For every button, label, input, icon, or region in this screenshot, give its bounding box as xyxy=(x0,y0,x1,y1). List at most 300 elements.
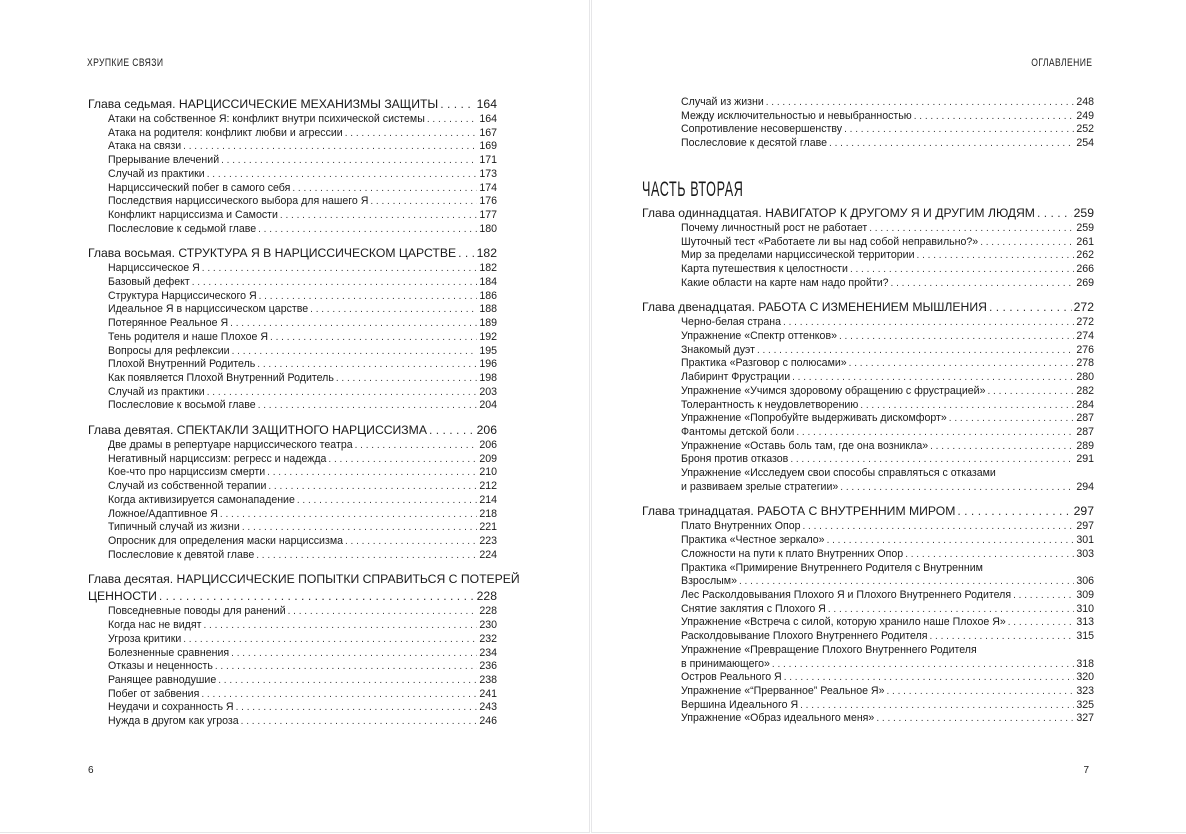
dot-leader xyxy=(268,480,477,494)
toc-item[interactable] xyxy=(88,399,497,413)
page-ref: 282 xyxy=(1076,384,1094,397)
page-ref: 309 xyxy=(1076,588,1094,601)
chapter-heading-title: Глава девятая. СПЕКТАКЛИ ЗАЩИТНОГО НАРЦИССИЗМА xyxy=(88,423,427,438)
toc-item[interactable] xyxy=(88,688,497,702)
dot-leader xyxy=(292,182,477,196)
toc-item[interactable] xyxy=(661,603,1094,617)
toc-item[interactable] xyxy=(661,616,1094,630)
page-ref: 249 xyxy=(1076,109,1094,122)
toc-item-row xyxy=(108,182,497,196)
dot-leader xyxy=(231,647,477,661)
dot-leader xyxy=(270,331,477,345)
toc-item[interactable] xyxy=(88,715,497,729)
page-ref: 198 xyxy=(479,371,497,384)
toc-item[interactable] xyxy=(661,357,1094,371)
toc-item-row xyxy=(108,439,497,453)
dot-leader xyxy=(256,549,477,563)
toc-item[interactable] xyxy=(661,371,1094,385)
toc-item[interactable] xyxy=(661,110,1094,124)
dot-leader xyxy=(207,386,478,400)
dot-leader xyxy=(840,481,1074,495)
toc-item-title: Снятие заклятия с Плохого Я xyxy=(681,602,826,615)
toc-item[interactable] xyxy=(88,154,497,168)
dot-leader xyxy=(772,658,1074,672)
page-ref: 291 xyxy=(1076,453,1094,466)
page-ref: 318 xyxy=(1076,657,1094,670)
toc-item[interactable] xyxy=(661,385,1094,399)
toc-item[interactable] xyxy=(88,195,497,209)
toc-item[interactable] xyxy=(661,520,1094,534)
toc-item-row xyxy=(108,660,497,674)
dot-leader xyxy=(980,236,1074,250)
toc-item[interactable] xyxy=(88,290,497,304)
toc-item-title: Нарциссический побег в самого себя xyxy=(108,181,291,194)
chapter-heading-title: Глава десятая. НАРЦИССИЧЕСКИЕ ПОПЫТКИ СПРАВИТЬСЯ С ПОТЕРЕЙ xyxy=(88,572,520,587)
toc-item-title: Отказы и неценность xyxy=(108,660,213,673)
toc-item-row xyxy=(681,426,1094,440)
toc-item[interactable] xyxy=(88,439,497,453)
chapter-heading[interactable] xyxy=(642,503,1094,520)
toc-item[interactable] xyxy=(661,699,1094,713)
toc-item-row xyxy=(108,345,497,359)
toc-item[interactable] xyxy=(661,467,1094,494)
toc-item[interactable] xyxy=(661,96,1094,110)
toc-item-row xyxy=(681,658,1094,672)
toc-item[interactable] xyxy=(661,548,1094,562)
toc-item[interactable] xyxy=(88,453,497,467)
toc-item-row xyxy=(108,521,497,535)
chapter-heading-title: Глава восьмая. СТРУКТУРА Я В НАРЦИССИЧЕСКОМ ЦАРСТВЕ xyxy=(88,246,457,261)
page-ref: 243 xyxy=(479,701,497,714)
table-of-contents xyxy=(88,96,520,729)
toc-item-row xyxy=(108,633,497,647)
toc-item[interactable] xyxy=(88,480,497,494)
toc-item-row xyxy=(681,699,1094,713)
toc-item-title: Практика «Разговор с полюсами» xyxy=(681,357,847,370)
toc-item-row xyxy=(681,440,1094,454)
toc-item-row xyxy=(681,603,1094,617)
toc-item-row xyxy=(681,548,1094,562)
page-ref: 301 xyxy=(1076,534,1094,547)
page-ref: 272 xyxy=(1073,300,1094,315)
toc-item[interactable] xyxy=(661,277,1094,291)
toc-item[interactable] xyxy=(661,426,1094,440)
toc-item[interactable] xyxy=(88,633,497,647)
toc-item-title: Лес Расколдовывания Плохого Я и Плохого Внутреннего Родителя xyxy=(681,588,1012,601)
toc-item-title: Упражнение «Встреча с силой, которую хранило наше Плохое Я» xyxy=(681,616,1006,629)
toc-item-row xyxy=(108,399,497,413)
dot-leader xyxy=(183,633,477,647)
page-ref: 320 xyxy=(1076,671,1094,684)
dot-leader xyxy=(987,385,1074,399)
dot-leader xyxy=(914,110,1075,124)
chapter-heading-title: Глава седьмая. НАРЦИССИЧЕСКИЕ МЕХАНИЗМЫ ЗАЩИТЫ xyxy=(88,97,439,111)
toc-item-title: Плато Внутренних Опор xyxy=(681,520,801,533)
toc-item-row xyxy=(681,385,1094,399)
page-ref: 287 xyxy=(1076,425,1094,438)
chapter-heading[interactable] xyxy=(88,571,520,605)
toc-item[interactable] xyxy=(661,330,1094,344)
chapter-heading[interactable] xyxy=(88,422,497,439)
toc-item[interactable] xyxy=(88,303,497,317)
toc-item-title: Случай из собственной терапии xyxy=(108,480,267,493)
chapter-heading-row xyxy=(88,96,497,113)
dot-leader xyxy=(989,299,1072,316)
toc-item[interactable] xyxy=(661,589,1094,603)
page-ref: 171 xyxy=(479,154,497,167)
page-ref: 218 xyxy=(479,507,497,520)
page-ref: 189 xyxy=(479,317,497,330)
toc-item-row xyxy=(681,575,1094,589)
chapter-heading-row xyxy=(642,205,1094,222)
toc-item-row xyxy=(108,535,497,549)
toc-item[interactable] xyxy=(88,619,497,633)
toc-item[interactable] xyxy=(661,137,1094,151)
dot-leader xyxy=(427,113,477,127)
page-ref: 230 xyxy=(479,619,497,632)
toc-item[interactable] xyxy=(88,223,497,237)
toc-item[interactable] xyxy=(661,412,1094,426)
toc-item-row xyxy=(681,481,1094,495)
toc-item-title: Знакомый дуэт xyxy=(681,343,755,356)
dot-leader xyxy=(236,701,478,715)
toc-item-row xyxy=(108,209,497,223)
page-ref: 203 xyxy=(479,385,497,398)
page-ref: 289 xyxy=(1076,439,1094,452)
toc-item[interactable] xyxy=(88,262,497,276)
toc-item-row xyxy=(681,316,1094,330)
toc-item-title: Какие области на карте нам надо пройти? xyxy=(681,276,889,289)
toc-item-title: Расколдовывание Плохого Внутреннего Родителя xyxy=(681,630,928,643)
toc-item-title: Шуточный тест «Работаете ли вы над собой неправильно?» xyxy=(681,235,979,248)
page-number: 7 xyxy=(1083,765,1089,776)
toc-item-row xyxy=(681,137,1094,151)
toc-item[interactable] xyxy=(88,209,497,223)
toc-item-row xyxy=(108,715,497,729)
toc-item-title: Как появляется Плохой Внутренний Родитель xyxy=(108,371,334,384)
toc-item[interactable] xyxy=(88,345,497,359)
running-head: ОГЛАВЛЕНИЕ xyxy=(1030,57,1092,69)
toc-item-title: Неудачи и сохранность Я xyxy=(108,701,234,714)
toc-item-title: Опросник для определения маски нарциссизма xyxy=(108,534,343,547)
page-ref: 266 xyxy=(1076,262,1094,275)
page-ref: 323 xyxy=(1076,684,1094,697)
dot-leader xyxy=(844,123,1074,137)
page-ref: 188 xyxy=(479,303,497,316)
page-ref: 167 xyxy=(479,126,497,139)
toc-item[interactable] xyxy=(661,671,1094,685)
toc-item[interactable] xyxy=(88,127,497,141)
toc-item-row xyxy=(108,262,497,276)
toc-item-row xyxy=(108,688,497,702)
toc-item-title: Последствия нарциссического выбора для нашего Я xyxy=(108,195,369,208)
toc-item-row xyxy=(108,317,497,331)
toc-item[interactable] xyxy=(661,344,1094,358)
chapter-heading-title: ЦЕННОСТИ xyxy=(88,589,157,604)
chapter-heading[interactable] xyxy=(88,245,497,262)
toc-item[interactable] xyxy=(661,562,1094,589)
toc-item-title: Идеальное Я в нарциссическом царстве xyxy=(108,303,309,316)
dot-leader xyxy=(766,96,1075,110)
toc-item[interactable] xyxy=(88,508,497,522)
page-ref: 315 xyxy=(1076,630,1094,643)
toc-item[interactable] xyxy=(661,236,1094,250)
toc-item-row xyxy=(108,276,497,290)
dot-leader xyxy=(220,508,477,522)
toc-item-title: Упражнение «Учимся здоровому обращению с фрустрацией» xyxy=(681,384,986,397)
dot-leader xyxy=(930,440,1074,454)
toc-item-row xyxy=(681,453,1094,467)
dot-leader xyxy=(202,262,478,276)
dot-leader xyxy=(207,168,478,182)
toc-item[interactable] xyxy=(661,712,1094,726)
toc-item-row xyxy=(681,330,1094,344)
toc-item-title: Потерянное Реальное Я xyxy=(108,317,229,330)
toc-item-row xyxy=(108,701,497,715)
toc-item-title: Упражнение «Попробуйте выдерживать дискомфорт» xyxy=(681,412,947,425)
toc-item-row xyxy=(681,685,1094,699)
dot-leader xyxy=(860,399,1074,413)
toc-item-title: Послесловие к девятой главе xyxy=(108,548,255,561)
toc-item[interactable] xyxy=(88,358,497,372)
dot-leader xyxy=(800,699,1074,713)
toc-item[interactable] xyxy=(88,647,497,661)
toc-item-title: Кое-что про нарциссизм смерти xyxy=(108,466,266,479)
toc-item-row xyxy=(681,371,1094,385)
toc-item[interactable] xyxy=(88,605,497,619)
toc-item-title: Упражнение «Образ идеального меня» xyxy=(681,712,875,725)
toc-item[interactable] xyxy=(661,123,1094,137)
chapter-heading-row xyxy=(88,245,497,262)
toc-item[interactable] xyxy=(88,140,497,154)
toc-item-row xyxy=(108,168,497,182)
toc-item-title: Ложное/Адаптивное Я xyxy=(108,507,218,520)
toc-item[interactable] xyxy=(661,316,1094,330)
toc-item-title: Упражнение «“Прерванное” Реальное Я» xyxy=(681,684,885,697)
toc-item[interactable] xyxy=(88,494,497,508)
chapter-heading-row xyxy=(88,588,497,605)
toc-item-title: Послесловие к восьмой главе xyxy=(108,399,256,412)
dot-leader xyxy=(790,453,1074,467)
dot-leader xyxy=(258,223,477,237)
chapter-heading[interactable] xyxy=(642,205,1094,222)
toc-item-row xyxy=(681,589,1094,603)
toc-item-row xyxy=(681,630,1094,644)
page-ref: 186 xyxy=(479,289,497,302)
toc-item[interactable] xyxy=(88,317,497,331)
toc-item[interactable] xyxy=(88,701,497,715)
chapter-section xyxy=(88,245,497,413)
page-ref: 297 xyxy=(1076,520,1094,533)
page-ref: 261 xyxy=(1076,235,1094,248)
toc-item-title: Черно-белая страна xyxy=(681,316,782,329)
toc-item-title: Упражнение «Спектр оттенков» xyxy=(681,330,837,343)
dot-leader xyxy=(267,466,477,480)
toc-item-title: и развиваем зрелые стратегии» xyxy=(681,480,839,493)
page-ref: 209 xyxy=(479,452,497,465)
toc-item-title: Почему личностный рост не работает xyxy=(681,221,868,234)
toc-item-row xyxy=(108,619,497,633)
dot-leader xyxy=(241,715,478,729)
toc-item-title: Ранящее равнодушие xyxy=(108,673,217,686)
toc-item-title: Атака на связи xyxy=(108,140,182,153)
page-ref: 214 xyxy=(479,493,497,506)
toc-item-row xyxy=(108,358,497,372)
toc-item-row xyxy=(108,127,497,141)
toc-item-row xyxy=(681,671,1094,685)
toc-item-title: Негативный нарциссизм: регресс и надежда xyxy=(108,452,327,465)
toc-item[interactable] xyxy=(88,372,497,386)
toc-item-row xyxy=(681,412,1094,426)
page-ref: 173 xyxy=(479,167,497,180)
toc-item-title: Тень родителя и наше Плохое Я xyxy=(108,330,269,343)
page-ref: 180 xyxy=(479,222,497,235)
page-ref: 232 xyxy=(479,632,497,645)
dot-leader xyxy=(280,209,477,223)
dot-leader xyxy=(839,330,1074,344)
toc-item-title: Толерантность к неудовлетворению xyxy=(681,398,859,411)
toc-item-title: Лабиринт Фрустрации xyxy=(681,371,791,384)
dot-leader xyxy=(310,303,477,317)
toc-item-row xyxy=(108,303,497,317)
toc-item-title: Взрослым» xyxy=(681,575,737,588)
toc-item-title: Структура Нарциссического Я xyxy=(108,289,257,302)
toc-item-title: Практика «Примирение Внутреннего Родителя с Внутренним xyxy=(681,561,983,574)
page-ref: 164 xyxy=(476,97,497,111)
dot-leader xyxy=(242,521,477,535)
toc-item-title: Сложности на пути к плато Внутренних Опор xyxy=(681,547,904,560)
toc-item-title: Нарциссическое Я xyxy=(108,262,200,275)
toc-item[interactable] xyxy=(88,466,497,480)
dot-leader xyxy=(784,671,1075,685)
page-ref: 212 xyxy=(479,480,497,493)
toc-item-title: Послесловие к седьмой главе xyxy=(108,222,257,235)
dot-leader xyxy=(203,619,477,633)
page-ref: 276 xyxy=(1076,343,1094,356)
toc-item-title: Две драмы в репертуаре нарциссического театра xyxy=(108,439,353,452)
toc-item[interactable] xyxy=(88,660,497,674)
page-ref: 238 xyxy=(479,673,497,686)
toc-item[interactable] xyxy=(661,453,1094,467)
table-of-contents xyxy=(642,96,1094,726)
toc-item[interactable] xyxy=(88,113,497,127)
chapter-heading[interactable] xyxy=(642,299,1094,316)
toc-item[interactable] xyxy=(88,535,497,549)
dot-leader xyxy=(297,494,477,508)
dot-leader xyxy=(792,371,1074,385)
page-ref: 248 xyxy=(1076,96,1094,108)
toc-item-row xyxy=(681,123,1094,137)
page-ref: 269 xyxy=(1076,276,1094,289)
toc-item-row xyxy=(681,263,1094,277)
dot-leader xyxy=(458,245,475,262)
toc-item[interactable] xyxy=(88,386,497,400)
toc-item-title: Карта путешествия к целостности xyxy=(681,262,848,275)
toc-item-title: Когда активизируется самонападение xyxy=(108,493,295,506)
dot-leader xyxy=(257,358,477,372)
dot-leader xyxy=(757,344,1074,358)
dot-leader xyxy=(829,137,1074,151)
dot-leader xyxy=(850,263,1074,277)
toc-item-row xyxy=(108,480,497,494)
toc-item-row xyxy=(108,331,497,345)
toc-item[interactable] xyxy=(661,630,1094,644)
toc-item-title: Базовый дефект xyxy=(108,276,190,289)
page-ref: 210 xyxy=(479,466,497,479)
toc-item[interactable] xyxy=(661,685,1094,699)
page-ref: 259 xyxy=(1073,205,1094,220)
dot-leader xyxy=(218,674,477,688)
dot-leader xyxy=(215,660,477,674)
dot-leader xyxy=(796,426,1074,440)
dot-leader xyxy=(328,453,477,467)
toc-item[interactable] xyxy=(88,331,497,345)
toc-item-title: Случай из практики xyxy=(108,385,205,398)
toc-item-title: Сопротивление несовершенству xyxy=(681,123,843,136)
page-ref: 234 xyxy=(479,646,497,659)
continued-items xyxy=(661,96,1094,151)
dot-leader xyxy=(230,317,477,331)
toc-item-title: Фантомы детской боли xyxy=(681,425,795,438)
toc-item[interactable] xyxy=(88,674,497,688)
toc-item[interactable] xyxy=(88,549,497,563)
toc-item[interactable] xyxy=(88,276,497,290)
page-ref: 241 xyxy=(479,687,497,700)
toc-item[interactable] xyxy=(661,399,1094,413)
chapter-section xyxy=(642,299,1094,494)
page-ref: 176 xyxy=(479,195,497,208)
chapter-heading[interactable] xyxy=(88,96,497,113)
toc-item-title: Практика «Честное зеркало» xyxy=(681,534,825,547)
chapter-section xyxy=(642,205,1094,291)
toc-item[interactable] xyxy=(661,534,1094,548)
toc-item-row xyxy=(681,222,1094,236)
dot-leader xyxy=(336,372,477,386)
toc-item-row xyxy=(681,249,1094,263)
page-ref: 169 xyxy=(479,140,497,153)
dot-leader xyxy=(803,520,1075,534)
toc-item[interactable] xyxy=(88,182,497,196)
dot-leader xyxy=(957,503,1071,520)
toc-item-title: Между исключительностью и невыбранностью xyxy=(681,109,912,122)
page-ref: 224 xyxy=(479,548,497,561)
chapter-heading-row xyxy=(88,422,497,439)
part-title: ЧАСТЬ ВТОРАЯ xyxy=(642,177,744,201)
toc-item[interactable] xyxy=(661,440,1094,454)
page-ref: 313 xyxy=(1076,616,1094,629)
toc-item-row xyxy=(108,113,497,127)
page-ref: 272 xyxy=(1076,316,1094,329)
toc-item-row xyxy=(108,647,497,661)
toc-item[interactable] xyxy=(88,168,497,182)
page-ref: 195 xyxy=(479,344,497,357)
toc-item-title: Мир за пределами нарциссической территории xyxy=(681,249,915,262)
toc-item-title: Случай из практики xyxy=(108,167,205,180)
dot-leader xyxy=(905,548,1074,562)
page-ref: 221 xyxy=(479,521,497,534)
toc-item[interactable] xyxy=(661,644,1094,671)
page-ref: 228 xyxy=(476,589,497,604)
toc-item[interactable] xyxy=(88,521,497,535)
toc-item[interactable] xyxy=(661,222,1094,236)
toc-item[interactable] xyxy=(661,263,1094,277)
toc-item-title: Плохой Внутренний Родитель xyxy=(108,358,256,371)
toc-item[interactable] xyxy=(661,249,1094,263)
toc-item-row xyxy=(108,674,497,688)
page-ref: 287 xyxy=(1076,412,1094,425)
chapter-heading-row xyxy=(642,503,1094,520)
dot-leader xyxy=(183,140,477,154)
